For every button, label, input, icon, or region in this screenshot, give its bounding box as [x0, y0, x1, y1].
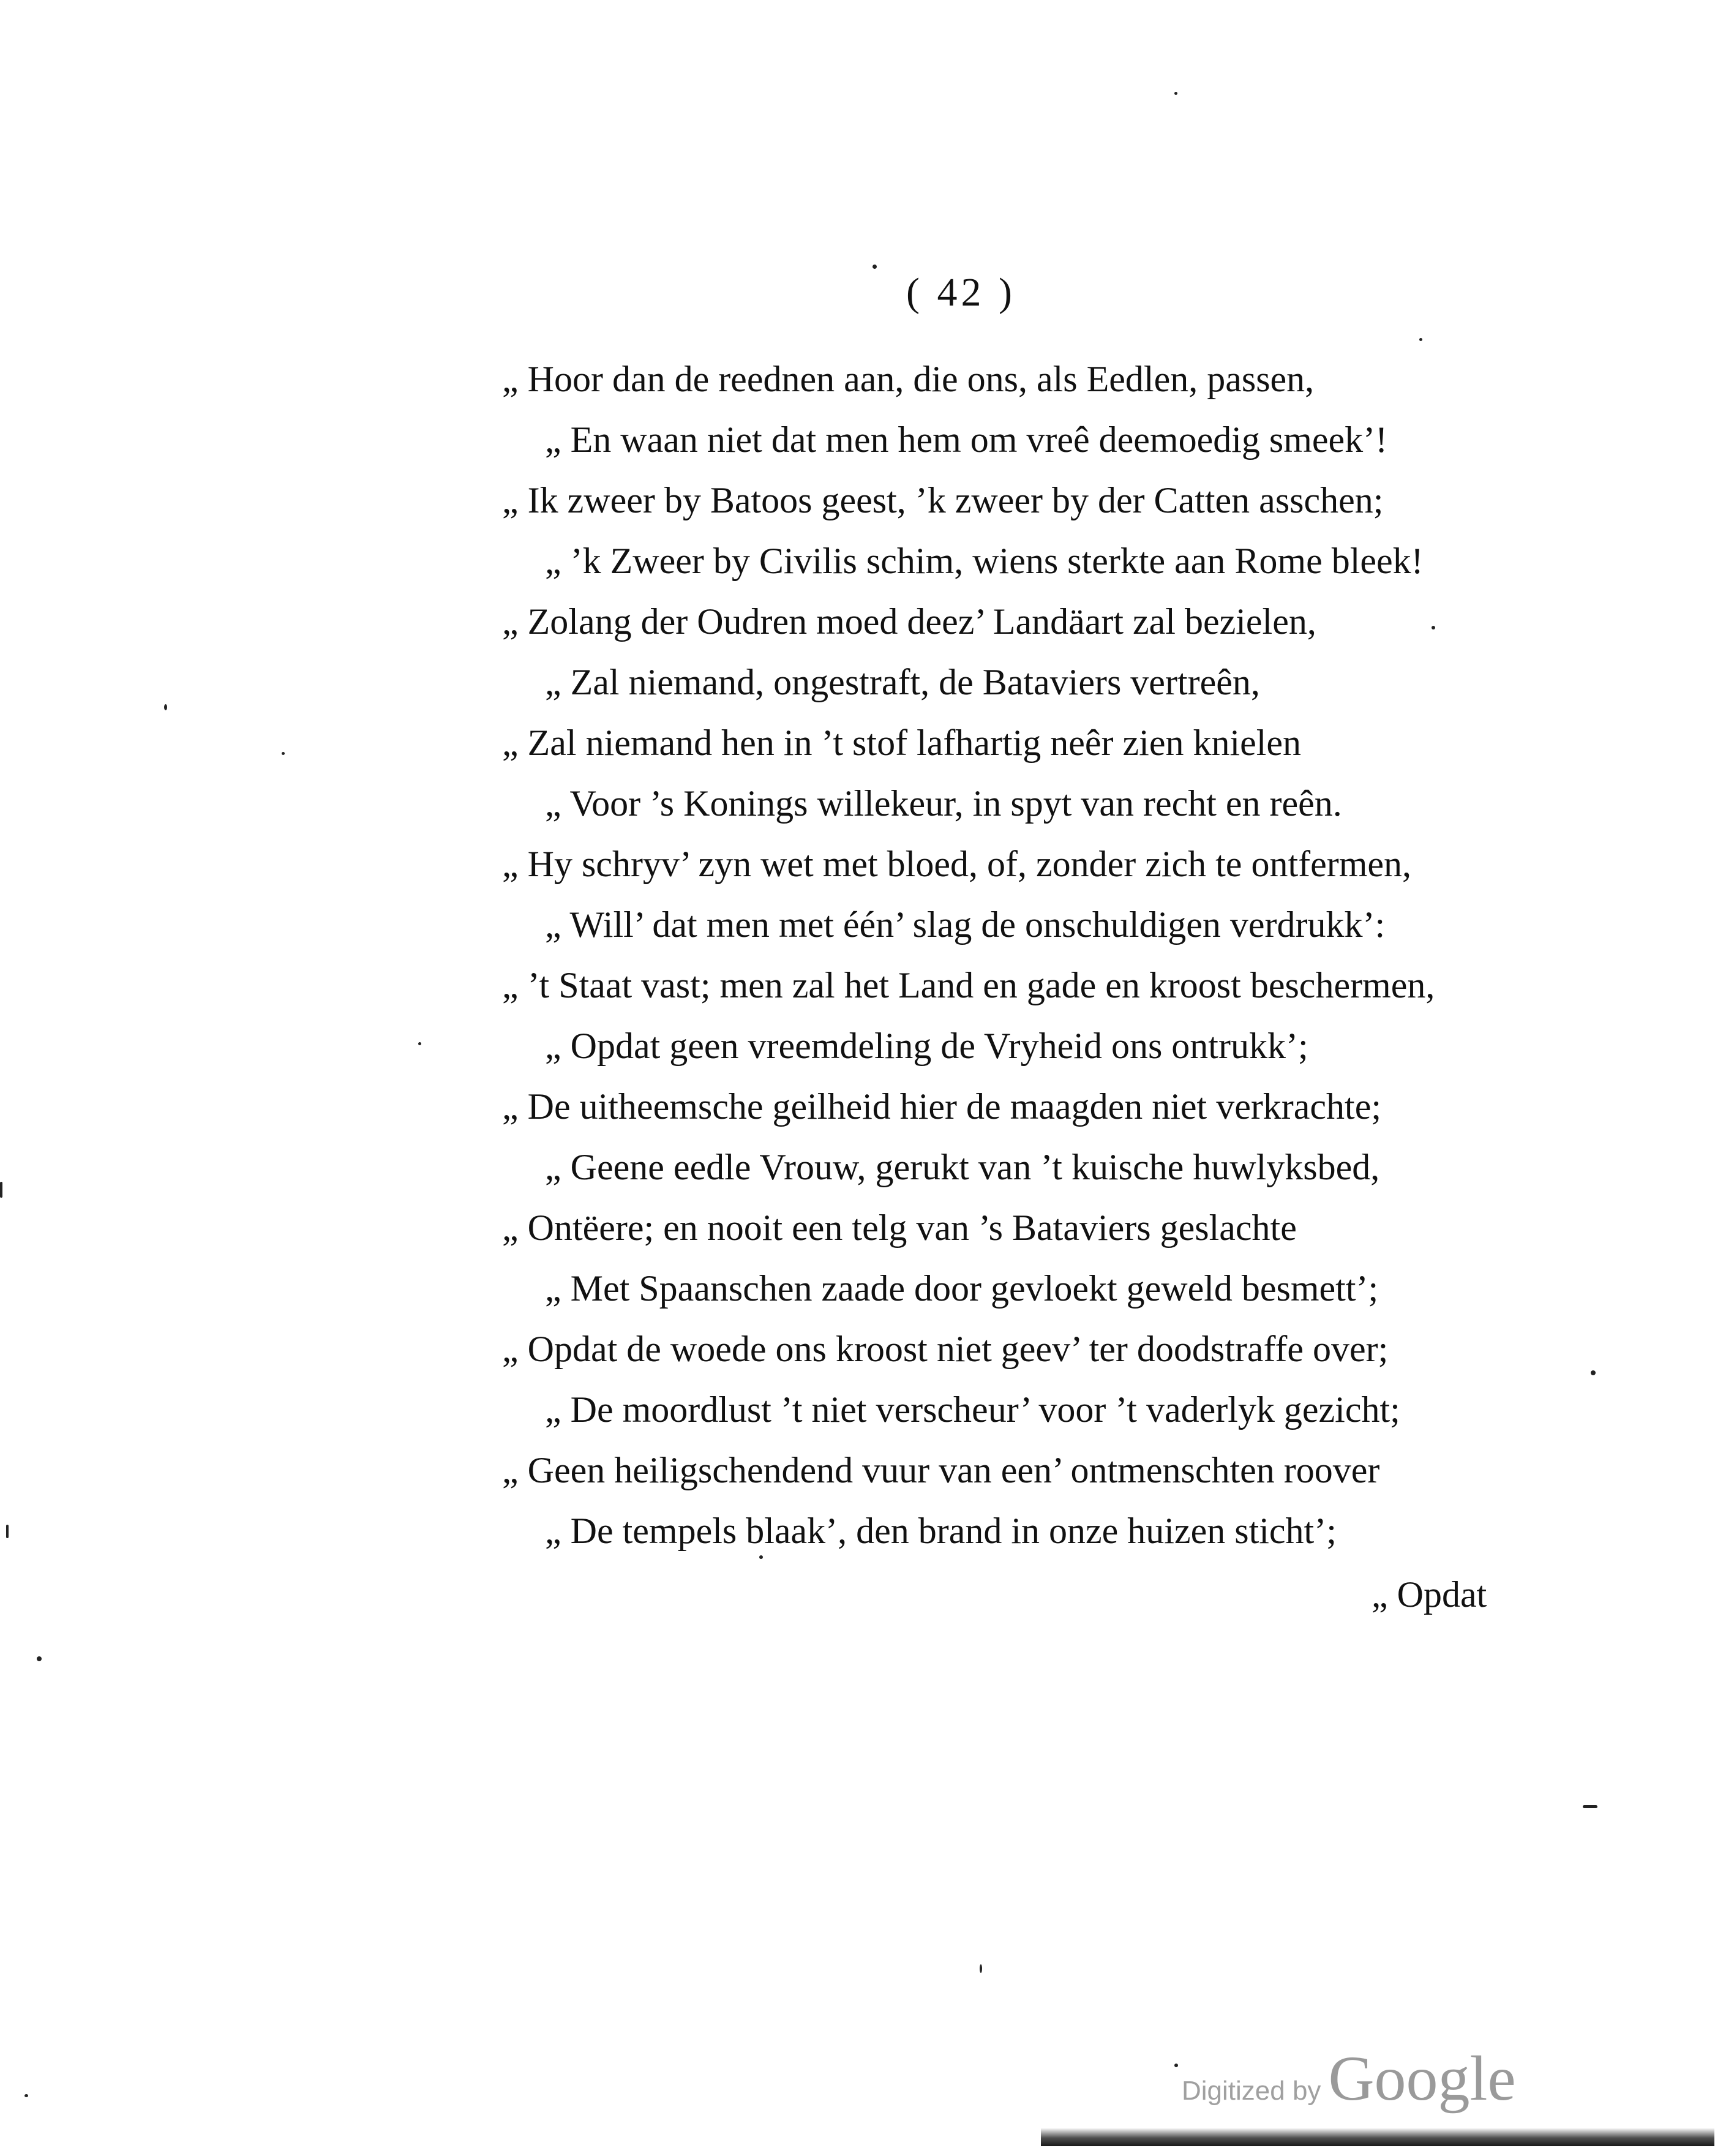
scan-speck: [1419, 338, 1422, 341]
watermark-prefix: Digitized by: [1182, 2076, 1321, 2106]
verse-line: „ Zolang der Oudren moed deez’ Landäart zal bezielen,: [502, 601, 1316, 642]
scan-speck: [1591, 1370, 1596, 1375]
verse-line: „ Geen heiligschendend vuur van een’ ontmenschten roover: [502, 1450, 1380, 1490]
verse-line: „ Met Spaanschen zaade door gevloekt geweld besmett’;: [545, 1268, 1379, 1309]
scan-speck: [873, 265, 877, 269]
catchword: „ Opdat: [1372, 1574, 1487, 1615]
scan-speck: [164, 704, 167, 710]
verse-line: „ De tempels blaak’, den brand in onze huizen sticht’;: [545, 1511, 1337, 1551]
verse-line: „ Will’ dat men met één’ slag de onschuldigen verdrukk’:: [545, 904, 1386, 945]
watermark-logo: Google: [1328, 2043, 1516, 2114]
verse-line: „ Opdat de woede ons kroost niet geev’ ter doodstraffe over;: [502, 1329, 1389, 1369]
verse-line: „ Ontëere; en nooit een telg van ’s Bataviers geslachte: [502, 1208, 1297, 1248]
scan-speck: [1432, 626, 1435, 629]
scan-speck: [6, 1525, 9, 1538]
scan-speck: [24, 2094, 28, 2097]
verse-line: „ De moordlust ’t niet verscheur’ voor ’t vaderlyk gezicht;: [545, 1389, 1400, 1430]
verse-line: „ Hoor dan de reednen aan, die ons, als Eedlen, passen,: [502, 359, 1315, 399]
verse-body: [502, 349, 1518, 1561]
scan-speck: [980, 1964, 982, 1973]
scan-speck: [759, 1555, 763, 1559]
verse-line: „ Zal niemand hen in ’t stof lafhartig neêr zien knielen: [502, 723, 1302, 763]
verse-line: „ Voor ’s Konings willekeur, in spyt van recht en reên.: [545, 783, 1342, 824]
scan-speck: [37, 1656, 42, 1661]
verse-line: „ Ik zweer by Batoos geest, ’k zweer by der Catten asschen;: [502, 480, 1384, 520]
verse-line: „ Geene eedle Vrouw, gerukt van ’t kuische huwlyksbed,: [545, 1147, 1380, 1187]
scan-speck: [0, 1182, 2, 1198]
scan-speck: [282, 752, 285, 755]
verse-line: „ En waan niet dat men hem om vreê deemoedig smeek’!: [545, 419, 1388, 460]
scan-speck: [1174, 92, 1177, 95]
scan-speck: [1174, 2064, 1178, 2067]
verse-line: „ Zal niemand, ongestraft, de Bataviers vertreên,: [545, 662, 1260, 702]
page-edge-shadow: [1041, 2128, 1714, 2146]
verse-line: „ Hy schryv’ zyn wet met bloed, of, zonder zich te ontfermen,: [502, 844, 1411, 884]
page-number: ( 42 ): [906, 270, 1016, 315]
verse-line: „ ’t Staat vast; men zal het Land en gade en kroost beschermen,: [502, 965, 1435, 1005]
verse-line: „ De uitheemsche geilheid hier de maagden niet verkrachte;: [502, 1086, 1382, 1127]
verse-line: „ Opdat geen vreemdeling de Vryheid ons ontrukk’;: [545, 1026, 1308, 1066]
verse-line: „ ’k Zweer by Civilis schim, wiens sterkte aan Rome bleek!: [545, 541, 1424, 581]
digitization-watermark: [1182, 2042, 1516, 2115]
scan-speck: [1583, 1805, 1597, 1808]
scan-speck: [418, 1042, 421, 1045]
